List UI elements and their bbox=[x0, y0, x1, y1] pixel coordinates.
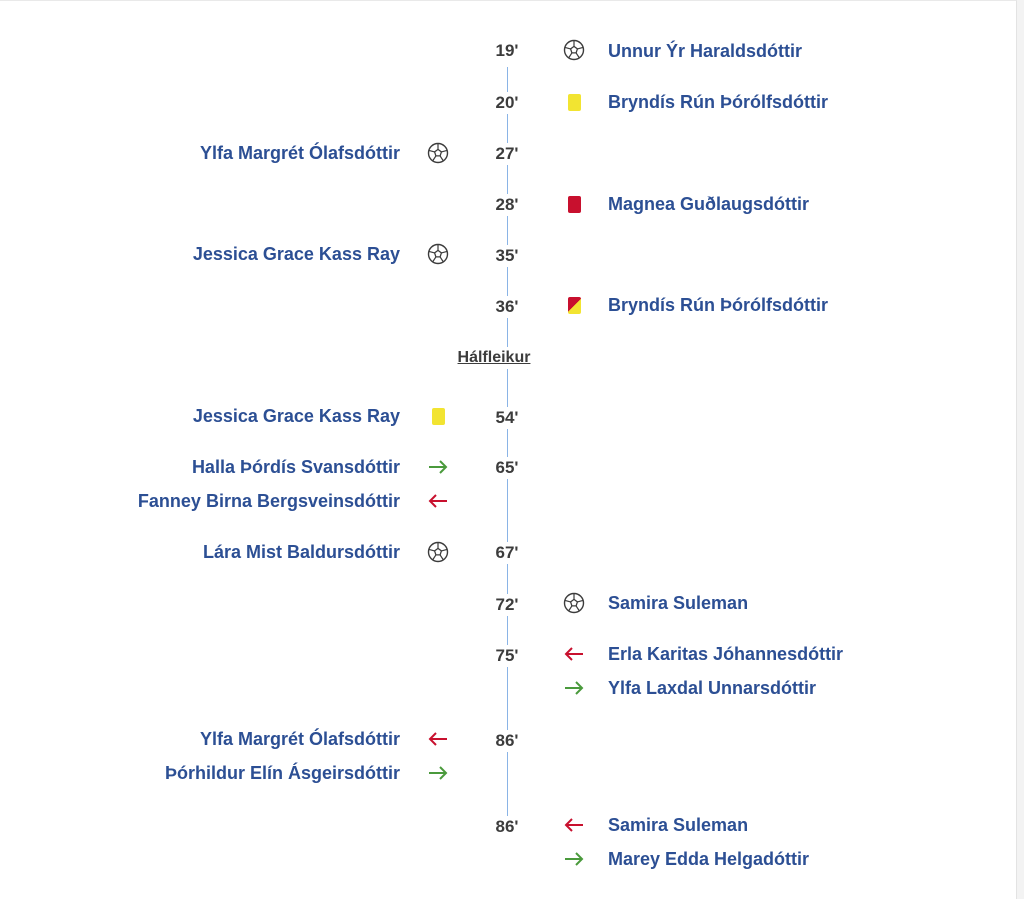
half-time-label: Hálfleikur bbox=[440, 347, 548, 369]
sub-in-arrow-icon bbox=[427, 456, 449, 478]
player-link[interactable]: Jessica Grace Kass Ray bbox=[192, 244, 400, 264]
yellow-card-icon bbox=[427, 405, 449, 427]
goal-ball-icon bbox=[427, 243, 449, 265]
goal-ball-icon bbox=[427, 541, 449, 563]
event-minute: 19' bbox=[473, 40, 541, 62]
player-link[interactable]: Samira Suleman bbox=[608, 593, 749, 613]
player-link[interactable]: Jessica Grace Kass Ray bbox=[192, 406, 400, 426]
event-minute: 75' bbox=[473, 645, 541, 667]
player-link[interactable]: Þórhildur Elín Ásgeirsdóttir bbox=[164, 763, 400, 783]
event-minute: 20' bbox=[473, 92, 541, 114]
player-link[interactable]: Fanney Birna Bergsveinsdóttir bbox=[137, 491, 400, 511]
event-minute: 35' bbox=[473, 245, 541, 267]
red-card-icon bbox=[563, 193, 585, 215]
goal-ball-icon bbox=[563, 592, 585, 614]
player-link[interactable]: Unnur Ýr Haraldsdóttir bbox=[608, 41, 803, 61]
timeline-line bbox=[507, 67, 508, 816]
player-link[interactable]: Lára Mist Baldursdóttir bbox=[202, 542, 400, 562]
player-link[interactable]: Bryndís Rún Þórólfsdóttir bbox=[608, 295, 828, 315]
event-minute: 36' bbox=[473, 296, 541, 318]
event-minute: 28' bbox=[473, 194, 541, 216]
player-link[interactable]: Marey Edda Helgadóttir bbox=[608, 849, 810, 869]
event-minute: 86' bbox=[473, 816, 541, 838]
yellow-card-icon bbox=[563, 91, 585, 113]
player-link[interactable]: Samira Suleman bbox=[608, 815, 749, 835]
sub-out-arrow-icon bbox=[427, 728, 449, 750]
goal-ball-icon bbox=[427, 142, 449, 164]
sub-out-arrow-icon bbox=[563, 814, 585, 836]
sub-in-arrow-icon bbox=[563, 848, 585, 870]
event-minute: 86' bbox=[473, 730, 541, 752]
sub-in-arrow-icon bbox=[427, 762, 449, 784]
event-minute: 72' bbox=[473, 594, 541, 616]
sub-out-arrow-icon bbox=[563, 643, 585, 665]
player-link[interactable]: Bryndís Rún Þórólfsdóttir bbox=[608, 92, 828, 112]
player-link[interactable]: Ylfa Margrét Ólafsdóttir bbox=[199, 729, 400, 749]
goal-ball-icon bbox=[563, 39, 585, 61]
sub-in-arrow-icon bbox=[563, 677, 585, 699]
player-link[interactable]: Magnea Guðlaugsdóttir bbox=[608, 194, 810, 214]
player-link[interactable]: Halla Þórdís Svansdóttir bbox=[191, 457, 400, 477]
event-minute: 67' bbox=[473, 542, 541, 564]
event-minute: 65' bbox=[473, 457, 541, 479]
sub-out-arrow-icon bbox=[427, 490, 449, 512]
player-link[interactable]: Ylfa Laxdal Unnarsdóttir bbox=[608, 678, 817, 698]
player-link[interactable]: Ylfa Margrét Ólafsdóttir bbox=[199, 143, 400, 163]
player-link[interactable]: Erla Karitas Jóhannesdóttir bbox=[608, 644, 844, 664]
second-yellow-card-icon bbox=[563, 294, 585, 316]
event-minute: 27' bbox=[473, 143, 541, 165]
event-minute: 54' bbox=[473, 407, 541, 429]
